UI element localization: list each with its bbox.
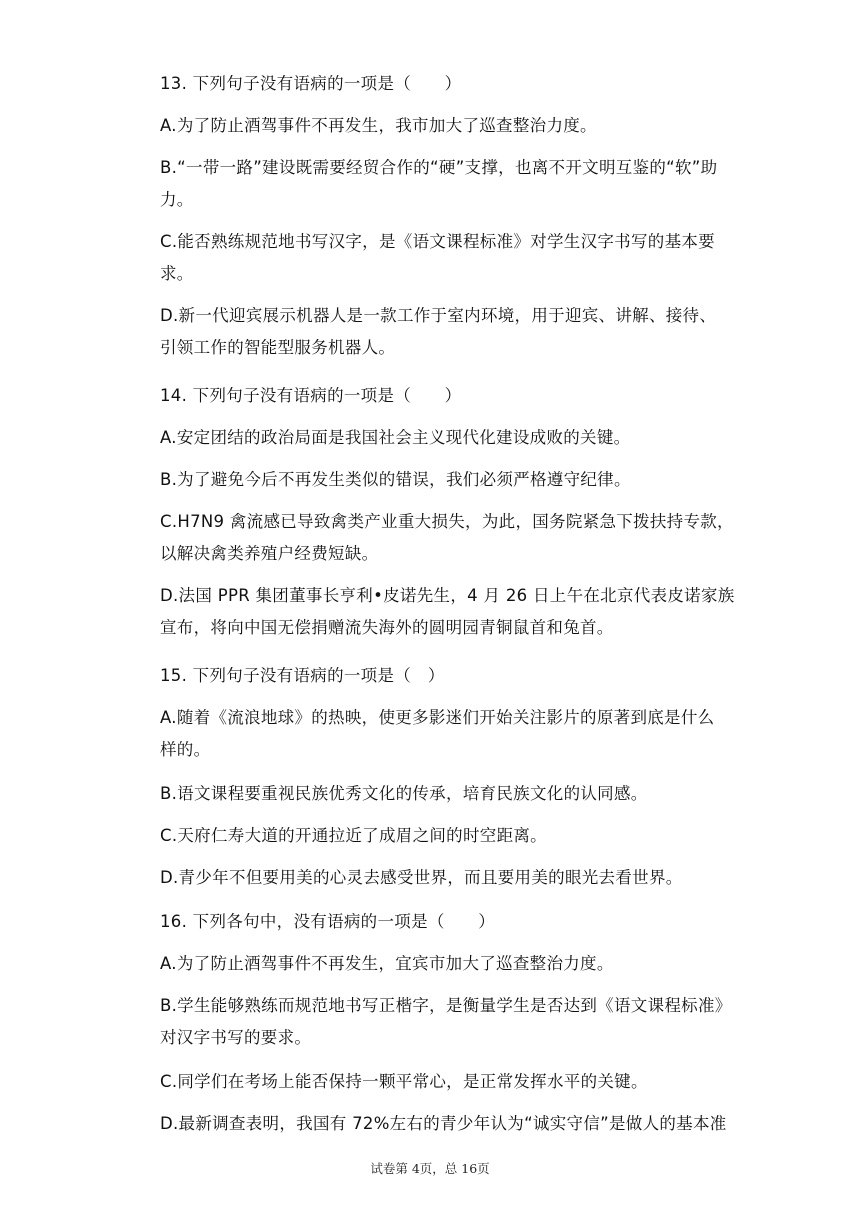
question-16-option-c: C.同学们在考场上能否保持一颗平常心，是正常发挥水平的关键。 (160, 1072, 648, 1091)
question-13-option-d-cont: 引领工作的智能型服务机器人。 (160, 338, 396, 357)
question-16-option-b: B.学生能够熟练而规范地书写正楷字，是衡量学生是否达到《语文课程标准》 (160, 996, 732, 1015)
question-15-option-d: D.青少年不但要用美的心灵去感受世界，而且要用美的眼光去看世界。 (160, 868, 683, 887)
question-14-option-a: A.安定团结的政治局面是我国社会主义现代化建设成败的关键。 (160, 428, 631, 447)
question-15-option-b: B.语文课程要重视民族优秀文化的传承，培育民族文化的认同感。 (160, 784, 648, 803)
question-15-option-c: C.天府仁寿大道的开通拉近了成眉之间的时空距离。 (160, 826, 547, 845)
question-15-option-a: A.随着《流浪地球》的热映，使更多影迷们开始关注影片的原著到底是什么 (160, 708, 715, 727)
question-16-option-b-cont: 对汉字书写的要求。 (160, 1028, 312, 1047)
page-footer: 试卷第 4页，总 16页 (370, 1161, 490, 1176)
question-13-option-c-cont: 求。 (160, 264, 194, 283)
question-14-option-d: D.法国 PPR 集团董事长亨利•皮诺先生，4 月 26 日上午在北京代表皮诺家族 (160, 586, 735, 605)
question-15-option-a-cont: 样的。 (160, 740, 211, 759)
question-16-option-d: D.最新调查表明，我国有 72%左右的青少年认为“诚实守信”是做人的基本准 (160, 1114, 727, 1133)
question-14-stem: 14. 下列句子没有语病的一项是（ ） (160, 386, 462, 405)
question-14-option-b: B.为了避免今后不再发生类似的错误，我们必须严格遵守纪律。 (160, 470, 631, 489)
question-13-option-c: C.能否熟练规范地书写汉字，是《语文课程标准》对学生汉字书写的基本要 (160, 232, 715, 251)
question-16-option-a: A.为了防止酒驾事件不再发生，宜宾市加大了巡查整治力度。 (160, 954, 614, 973)
question-13-option-a: A.为了防止酒驾事件不再发生，我市加大了巡查整治力度。 (160, 116, 597, 135)
question-14-option-c: C.H7N9 禽流感已导致禽类产业重大损失，为此，国务院紧急下拨扶持专款， (160, 512, 734, 531)
question-16-stem: 16. 下列各句中，没有语病的一项是（ ） (160, 912, 496, 931)
question-13-stem: 13. 下列句子没有语病的一项是（ ） (160, 74, 462, 93)
question-13-option-b-cont: 力。 (160, 190, 194, 209)
question-13-option-b: B.“一带一路”建设既需要经贸合作的“硬”支撑，也离不开文明互鉴的“软”助 (160, 158, 718, 177)
question-13-option-d: D.新一代迎宾展示机器人是一款工作于室内环境，用于迎宾、讲解、接待、 (160, 306, 717, 325)
question-14-option-c-cont: 以解决禽类养殖户经费短缺。 (160, 544, 379, 563)
question-15-stem: 15. 下列句子没有语病的一项是（ ） (160, 666, 445, 685)
question-14-option-d-cont: 宣布，将向中国无偿捐赠流失海外的圆明园青铜鼠首和兔首。 (160, 618, 614, 637)
